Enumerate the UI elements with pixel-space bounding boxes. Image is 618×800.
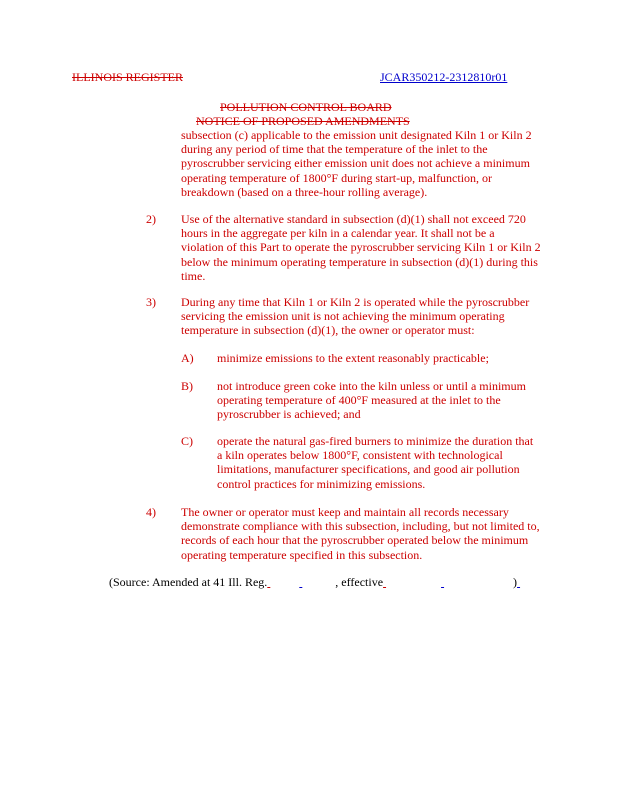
item-number: 3): [146, 295, 156, 309]
source-blank-4: [441, 575, 513, 589]
text-line: not introduce green coke into the kiln unless or until a minimum: [217, 379, 526, 393]
item-3-text: [181, 295, 529, 338]
text-line: servicing the emission unit is not achieving the minimum operating: [181, 309, 505, 324]
subitem-number: C): [181, 434, 193, 448]
text-line: subsection (c) applicable to the emission unit designated Kiln 1 or Kiln 2: [181, 128, 532, 142]
text-line: limitations, manufacturer specifications, and good air pollution: [217, 462, 520, 477]
text-line: hours in the aggregate per kiln in a calendar year. It shall not be a: [181, 226, 495, 241]
text-line: breakdown (based on a three-hour rolling average).: [181, 184, 428, 199]
text-line: time.: [181, 268, 206, 283]
header-left: ILLINOIS REGISTER: [72, 70, 183, 84]
source-mid: , effective: [335, 575, 384, 589]
text-line: operating temperature of 400°F measured at the inlet to the: [217, 393, 501, 408]
source-end: ): [513, 575, 518, 589]
intro-paragraph: [181, 128, 532, 199]
text-line: a kiln operates below 1800°F, consistent with technological: [217, 448, 503, 463]
text-line: operate the natural gas-fired burners to minimize the duration that: [217, 434, 534, 448]
text-line: operating temperature of 1800°F during start-up, malfunction, or: [181, 170, 493, 185]
text-line: pyroscrubber is achieved; and: [217, 407, 361, 422]
text-line: temperature in subsection (d)(1), the owner or operator must:: [181, 323, 475, 338]
text-line: pyroscrubber servicing either emission unit does not achieve a minimum: [181, 156, 530, 171]
source-prefix: (Source: Amended at 41 Ill. Reg.: [109, 575, 268, 589]
subitem-a-text: [217, 351, 489, 365]
source-blank-2: [299, 575, 335, 589]
source-blank-3: [383, 575, 441, 589]
item-2-text: [181, 212, 541, 283]
title-line2: NOTICE OF PROPOSED AMENDMENTS: [196, 114, 410, 128]
text-line: Use of the alternative standard in subsection (d)(1) shall not exceed 720: [181, 212, 526, 226]
item-number: 2): [146, 212, 156, 226]
subitem-number: B): [181, 379, 193, 393]
text-line: violation of this Part to operate the pyroscrubber servicing Kiln 1 or Kiln 2: [181, 240, 541, 255]
source-blank-5: [517, 575, 527, 589]
text-line: control practices for minimizing emissions.: [217, 476, 426, 491]
title-line1: POLLUTION CONTROL BOARD: [220, 100, 392, 114]
item-number: 4): [146, 505, 156, 519]
source-note: [109, 575, 527, 589]
text-line: minimize emissions to the extent reasonably practicable;: [217, 351, 489, 365]
text-line: The owner or operator must keep and maintain all records necessary: [181, 505, 509, 519]
text-line: demonstrate compliance with this subsection, including, but not limited to,: [181, 519, 540, 534]
subitem-b-text: [217, 379, 526, 422]
text-line: during any period of time that the temperature of the inlet to the: [181, 142, 488, 157]
header-docid: JCAR350212-2312810r01: [380, 70, 508, 84]
subitem-number: A): [181, 351, 194, 365]
text-line: below the minimum operating temperature in subsection (d)(1) during this: [181, 254, 538, 269]
text-line: During any time that Kiln 1 or Kiln 2 is operated while the pyroscrubber: [181, 295, 530, 309]
text-line: records of each hour that the pyroscrubber operated below the minimum: [181, 533, 529, 548]
subitem-c-text: [217, 434, 533, 491]
item-4-text: [181, 505, 540, 562]
text-line: operating temperature specified in this subsection.: [181, 547, 423, 562]
source-blank-1: [267, 575, 299, 589]
